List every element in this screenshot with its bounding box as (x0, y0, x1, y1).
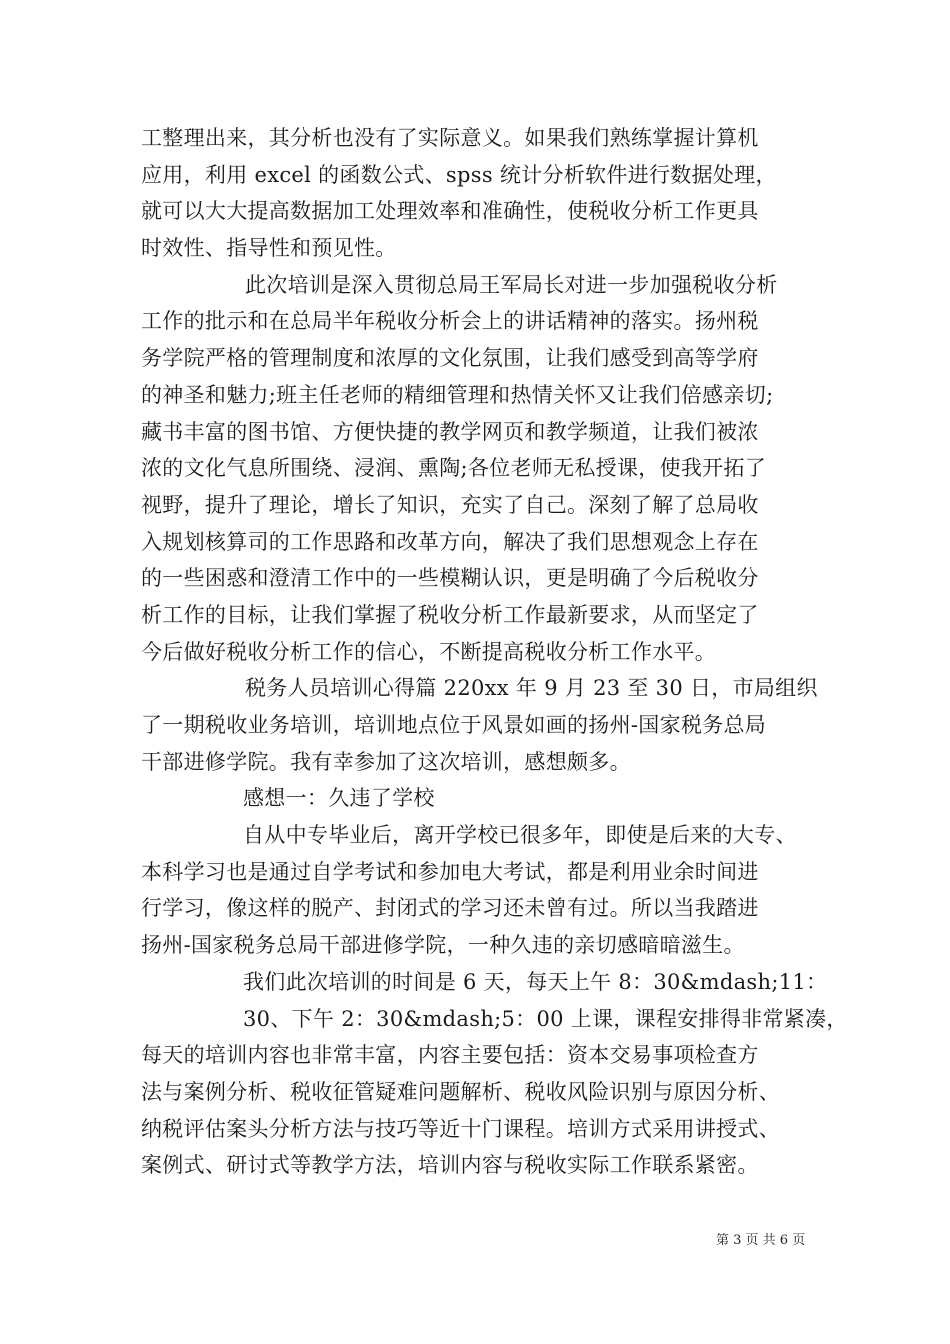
text-line: 就可以大大提高数据加工处理效率和准确性，使税收分析工作更具 (141, 199, 759, 224)
text-line: 务学院严格的管理制度和浓厚的文化氛围，让我们感受到高等学府 (141, 346, 759, 371)
text-line: 藏书丰富的图书馆、方便快捷的教学网页和教学频道，让我们被浓 (141, 419, 759, 444)
text-line: 今后做好税收分析工作的信心，不断提高税收分析工作水平。 (141, 639, 717, 664)
paragraph-start-line: 我们此次培训的时间是 6 天，每天上午 8：30&mdash;11： (243, 969, 828, 994)
text-line: 工整理出来，其分析也没有了实际意义。如果我们熟练掌握计算机 (141, 126, 759, 150)
text-line: 干部进修学院。我有幸参加了这次培训，感想颇多。 (141, 749, 631, 774)
text-line: 30、下午 2：30&mdash;5：00 上课，课程安排得非常紧凑， (243, 1006, 848, 1031)
text-line: 析工作的目标，让我们掌握了税收分析工作最新要求，从而坚定了 (141, 602, 759, 627)
text-line: 法与案例分析、税收征管疑难问题解析、税收风险识别与原因分析、 (141, 1079, 780, 1104)
section-heading: 感想一：久违了学校 (243, 786, 435, 811)
document-body (141, 120, 848, 1184)
text-line: 应用，利用 excel 的函数公式、spss 统计分析软件进行数据处理， (141, 162, 777, 187)
text-line: 时效性、指导性和预见性。 (141, 236, 397, 261)
text-line: 的一些困惑和澄清工作中的一些模糊认识，更是明确了今后税收分 (141, 566, 759, 591)
text-line: 入规划核算司的工作思路和改革方向，解决了我们思想观念上存在 (141, 529, 759, 554)
text-line: 案例式、研讨式等教学方法，培训内容与税收实际工作联系紧密。 (141, 1153, 759, 1178)
paragraph-start-line: 自从中专毕业后，离开学校已很多年，即使是后来的大专、 (243, 823, 797, 848)
text-line: 扬州-国家税务总局干部进修学院，一种久违的亲切感暗暗滋生。 (141, 933, 745, 958)
text-line: 行学习，像这样的脱产、封闭式的学习还未曾有过。所以当我踏进 (141, 896, 759, 921)
text-line: 工作的批示和在总局半年税收分析会上的讲话精神的落实。扬州税 (141, 309, 759, 334)
text-line: 的神圣和魅力;班主任老师的精细管理和热情关怀又让我们倍感亲切; (141, 382, 774, 407)
page-number-footer: 第 3 页 共 6 页 (716, 1233, 806, 1248)
text-line: 了一期税收业务培训，培训地点位于风景如画的扬州-国家税务总局 (141, 713, 767, 737)
text-line: 本科学习也是通过自学考试和参加电大考试，都是利用业余时间进 (141, 859, 759, 884)
text-line: 浓的文化气息所围绕、浸润、熏陶;各位老师无私授课，使我开拓了 (141, 456, 767, 481)
text-line: 纳税评估案头分析方法与技巧等近十门课程。培训方式采用讲授式、 (141, 1116, 780, 1141)
paragraph-start-line: 此次培训是深入贯彻总局王军局长对进一步加强税收分析 (245, 272, 778, 297)
text-line: 视野，提升了理论，增长了知识，充实了自己。深刻了解了总局收 (141, 492, 759, 517)
text-line: 每天的培训内容也非常丰富，内容主要包括：资本交易事项检查方 (141, 1043, 759, 1068)
paragraph-start-line: 税务人员培训心得篇 220xx 年 9 月 23 至 30 日，市局组织 (245, 676, 818, 701)
